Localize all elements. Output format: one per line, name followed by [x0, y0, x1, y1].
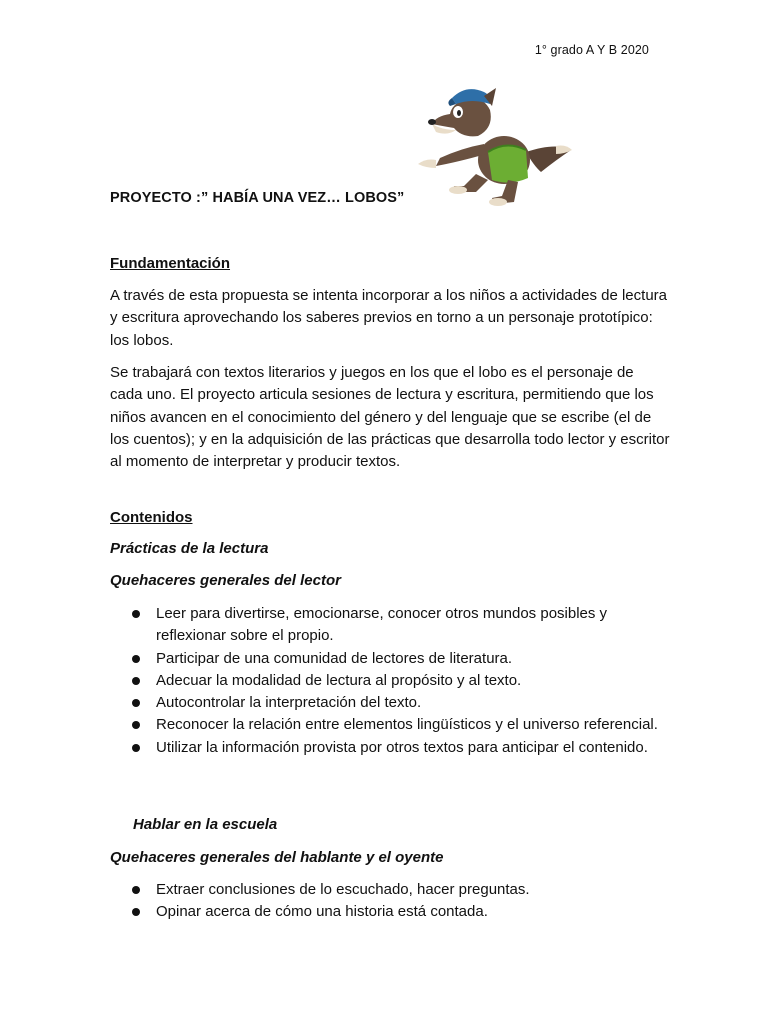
quehaceres-hablante-subheading: Quehaceres generales del hablante y el oyente [110, 849, 444, 866]
fundamentacion-heading: Fundamentación [110, 255, 231, 272]
bullet-icon [132, 655, 140, 663]
bullet-icon [132, 699, 140, 707]
list-item: Reconocer la relación entre elementos lingüísticos y el universo referencial. [110, 714, 670, 736]
fundamentacion-paragraph-1: A través de esta propuesta se intenta incorporar a los niños a actividades de lectura y escritura aprovechando los saberes previos en torno a un personaje prototípico: los lobos. [110, 287, 667, 349]
bullet-icon [132, 721, 140, 729]
wolf-illustration-icon [406, 82, 576, 208]
bullet-icon [132, 908, 140, 916]
list-item: Leer para divertirse, emocionarse, conocer otros mundos posibles y reflexionar sobre el propio. [110, 603, 670, 648]
list-item: Autocontrolar la interpretación del texto. [110, 692, 670, 714]
grade-label: 1° grado A Y B 2020 [534, 43, 649, 57]
list-item: Opinar acerca de cómo una historia está contada. [110, 901, 670, 923]
bullet-icon [132, 610, 140, 618]
list-item: Adecuar la modalidad de lectura al propósito y al texto. [110, 670, 670, 692]
practicas-lectura-subheading: Prácticas de la lectura [110, 540, 269, 557]
project-title: PROYECTO :” HABÍA UNA VEZ… LOBOS” [110, 190, 405, 206]
fundamentacion-paragraph-2: Se trabajará con textos literarios y juegos en los que el lobo es el personaje de cada uno. El proyecto articula sesiones de lectura y escritura, permitiendo que los niños avancen en el conocimiento del género y del lenguaje que se escribe (el de los cuentos); y en la adquisición de las prácticas que desarrolla todo lector y escritor al momento de interpretar y producir textos. [110, 364, 670, 471]
contenidos-heading: Contenidos [110, 509, 193, 526]
quehaceres-lector-subheading: Quehaceres generales del lector [110, 572, 341, 589]
hablante-list [110, 879, 670, 924]
list-item: Participar de una comunidad de lectores de literatura. [110, 648, 670, 670]
list-item: Utilizar la información provista por otros textos para anticipar el contenido. [110, 737, 670, 759]
lector-list [110, 603, 670, 759]
list-item: Extraer conclusiones de lo escuchado, hacer preguntas. [110, 879, 670, 901]
bullet-icon [132, 677, 140, 685]
bullet-icon [132, 744, 140, 752]
hablar-escuela-subheading: Hablar en la escuela [133, 816, 278, 833]
bullet-icon [132, 886, 140, 894]
